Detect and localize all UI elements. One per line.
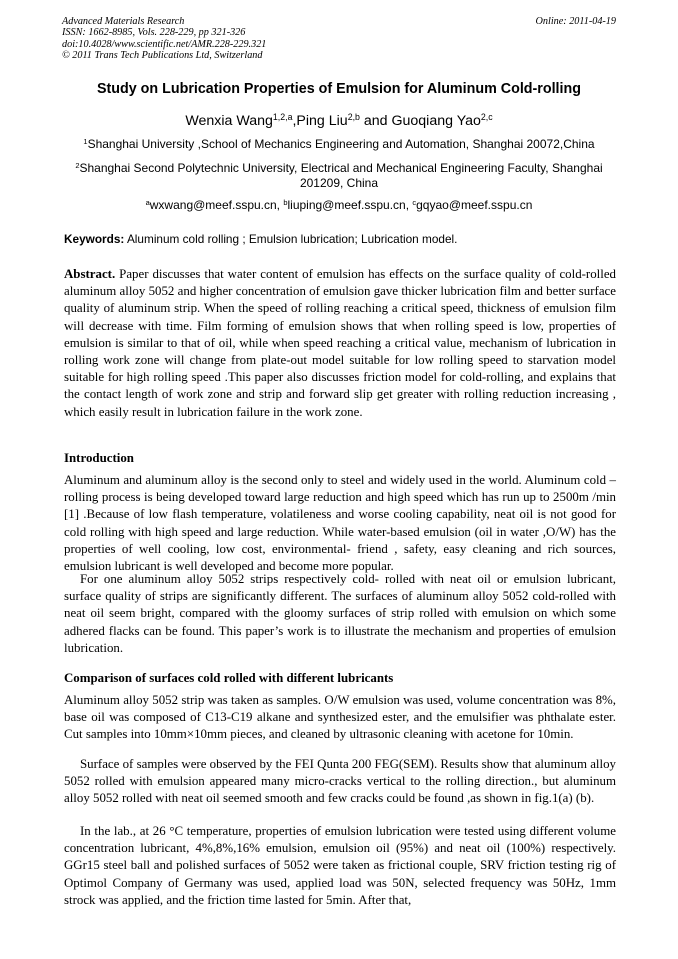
intro-paragraph-1: Aluminum and aluminum alloy is the second only to steel and widely used in the world. Aluminum cold – rolling process is being developed toward large reduction and high speed which has run up to 2500m /min [1] .Because of low flash temperature, volatileness and worse cooling capability, neat oil is not good for cold rolling with high speed and large reduction. While water-based emulsion (oil in water ,O/W) has the properties of well cooling, low cost, environmental- friend , safety, easy cleaning and rich sources, emulsion lubricant is well developed and become more popular. <box>64 473 616 574</box>
author-list <box>40 113 638 129</box>
affiliation-1 <box>60 137 618 152</box>
section-heading-introduction: Introduction <box>64 451 134 465</box>
doi-line: doi:10.4028/www.scientific.net/AMR.228-229.321 <box>62 38 267 50</box>
author-superscript: 2,b <box>347 112 360 123</box>
email-superscript: a <box>145 197 150 207</box>
comparison-paragraph-3: In the lab., at 26 °C temperature, properties of emulsion lubrication were tested using different volume concentration lubricant, 4%,8%,16% emulsion, emulsion oil (95%) and neat oil (100%) respectively. GGr15 steel ball and polished surfaces of 5052 were taken as frictional couple, SRV friction testing rig of Optimol Company of Germany was used, applied load was 50N, selected frequency was 50Hz, 1mm strock was applied, and the friction time lasted for 5min. After that, <box>64 824 616 907</box>
keywords <box>64 232 616 246</box>
section-heading-comparison: Comparison of surfaces cold rolled with different lubricants <box>64 671 394 685</box>
author-superscript: 2,c <box>480 112 493 123</box>
keywords-label: Keywords: <box>64 232 125 246</box>
affiliation-2 <box>60 161 618 191</box>
email-address: gqyao@meef.sspu.cn <box>416 198 533 212</box>
journal-name: Advanced Materials Research <box>62 16 185 27</box>
author-superscript: 1,2,a <box>272 112 293 123</box>
comparison-paragraph-2: Surface of samples were observed by the FEI Qunta 200 FEG(SEM). Results show that aluminum alloy 5052 rolled with emulsion appeared many micro-cracks vertical to the rolling direction., but aluminum alloy 5052 rolled with neat oil seemed smooth and few cracks could be found ,as shown in fig.1(a) (b). <box>64 757 616 806</box>
journal-header <box>62 16 616 61</box>
email-list <box>60 198 618 213</box>
abstract-text: Paper discusses that water content of emulsion has effects on the surface quality of cold-rolled aluminum alloy 5052 and higher concentration of emulsion gave thicker lubrication film and better surface quality of aluminum strip. When the speed of rolling reaching a critical speed, thickness of emulsion film will decrease with time. Film forming of emulsion shows that when rolling speed is low, properties of emulsion is similar to that of oil, while when speed reaching a critical value, mechanism of lubrication in rolling work zone will change from plate-out model suitable for low rolling speed to starvation model suitable for high rolling speed .This paper also discusses friction model for cold-rolling, and explains that the contact length of work zone and strip and forward slip get greater with rolling reduction increasing , which easily result in lubrication failure in the work zone. <box>64 267 616 419</box>
affiliation-text: Shanghai Second Polytechnic University, Electrical and Mechanical Engineering Faculty, Shanghai 201209, China <box>79 161 603 190</box>
email-address: liuping@meef.sspu.cn, <box>287 198 413 212</box>
affiliation-text: Shanghai University ,School of Mechanics Engineering and Automation, Shanghai 20072,China <box>87 137 595 151</box>
author-name: and Guoqiang Yao <box>359 113 481 129</box>
affiliation-superscript: 1 <box>83 136 88 146</box>
paper-title: Study on Lubrication Properties of Emulsion for Aluminum Cold-rolling <box>97 81 581 97</box>
author-name: Wenxia Wang <box>185 113 273 129</box>
copyright-line: © 2011 Trans Tech Publications Ltd, Switzerland <box>62 49 263 61</box>
email-superscript: c <box>412 197 417 207</box>
online-date: Online: 2011-04-19 <box>535 16 616 27</box>
affiliation-superscript: 2 <box>75 160 80 170</box>
abstract <box>64 266 616 421</box>
abstract-label: Abstract. <box>64 267 116 281</box>
intro-paragraph-2: For one aluminum alloy 5052 strips respectively cold- rolled with neat oil or emulsion lubricant, surface quality of strips are significantly different. The surfaces of aluminum alloy 5052 cold-rolled with neat oil seem bright, compared with the gloomy surfaces of strip rolled with emulsion on which some adhered flacks can be found. This paper’s work is to illustrate the mechanism and properties of emulsion lubrication. <box>64 572 616 655</box>
email-superscript: b <box>283 197 288 207</box>
author-name: ,Ping Liu <box>292 113 348 129</box>
email-address: wxwang@meef.sspu.cn, <box>149 198 284 212</box>
issn-line: ISSN: 1662-8985, Vols. 228-229, pp 321-326 <box>62 27 246 39</box>
keywords-text: Aluminum cold rolling ; Emulsion lubrication; Lubrication model. <box>124 232 458 246</box>
comparison-paragraph-1: Aluminum alloy 5052 strip was taken as samples. O/W emulsion was used, volume concentration was 8%, base oil was composed of C13-C19 alkane and synthesized ester, and the emulsifier was phthalate ester. Cut samples into 10mm×10mm pieces, and cleaned by ultrasonic cleaning with acetone for 10min. <box>64 693 616 742</box>
